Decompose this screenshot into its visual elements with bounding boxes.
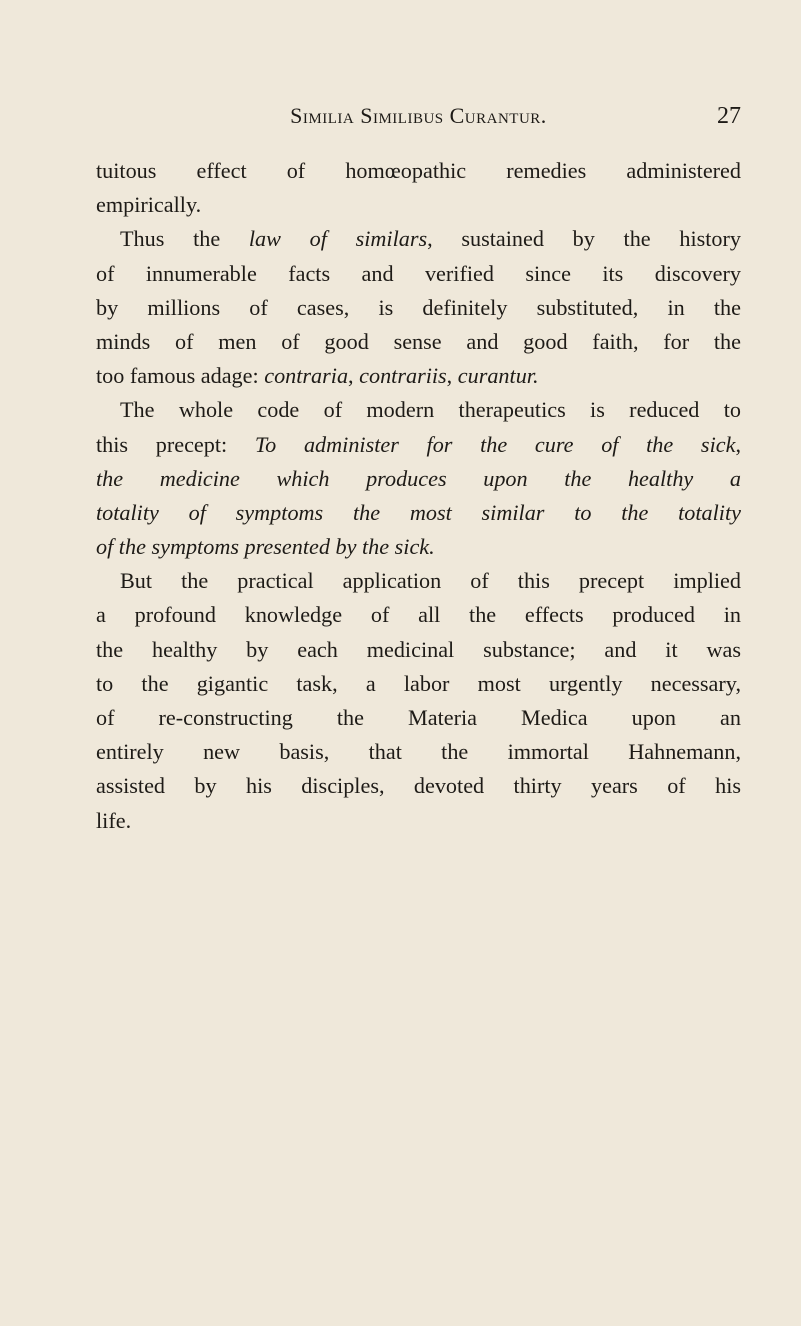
text-run: , [348, 363, 360, 389]
running-title: Similia Similibus Curantur. [290, 103, 547, 128]
text-line [96, 359, 741, 393]
text-line: the healthy by each medicinal substance; and it was [96, 636, 741, 662]
text-line: assisted by his disciples, devoted thirty years of his [96, 773, 741, 799]
text-run: , [446, 363, 458, 389]
text-line: minds of men of good sense and good faith, for the [96, 328, 741, 354]
page-number: 27 [717, 103, 741, 129]
text-line: a profound knowledge of all the effects produced in [96, 602, 741, 628]
emphasis-latin: contraria [264, 363, 349, 389]
text-line: tuitous effect of homœopathic remedies administered [96, 158, 741, 183]
text-line: by millions of cases, is definitely substituted, in the [96, 294, 741, 320]
text-run: , sustained by the history [427, 226, 741, 252]
running-head [96, 96, 741, 136]
text-line: to the gigantic task, a labor most urgently necessary, [96, 670, 741, 696]
text-line: empirically. [96, 192, 202, 218]
emphasis-law-of-similars: law of similars [248, 226, 428, 252]
emphasis-precept: To administer for the cure of the sick [254, 431, 736, 457]
body-text [96, 154, 741, 838]
emphasis-latin: curantur. [457, 363, 539, 389]
emphasis-latin: contrariis [359, 363, 447, 389]
text-line [96, 222, 741, 256]
text-line [96, 428, 741, 462]
text-line-emphasis: of the symptoms presented by the sick. [96, 534, 435, 560]
text-line: But the practical application of this precept implied [120, 568, 741, 594]
text-line-emphasis: the medicine which produces upon the healthy a [96, 465, 741, 491]
text-line-emphasis: totality of symptoms the most similar to the totality [96, 499, 741, 525]
text-line: life. [96, 807, 132, 833]
text-line: The whole code of modern therapeutics is reduced to [120, 397, 741, 423]
text-run: this precept: [96, 431, 255, 457]
text-run: , [735, 431, 741, 457]
text-line: of re-constructing the Materia Medica upon an [96, 705, 741, 730]
text-line: of innumerable facts and verified since its discovery [96, 260, 741, 286]
text-line: entirely new basis, that the immortal Hahnemann, [96, 739, 741, 765]
text-run: too famous adage: [96, 363, 265, 389]
text-run: Thus the [120, 226, 249, 252]
